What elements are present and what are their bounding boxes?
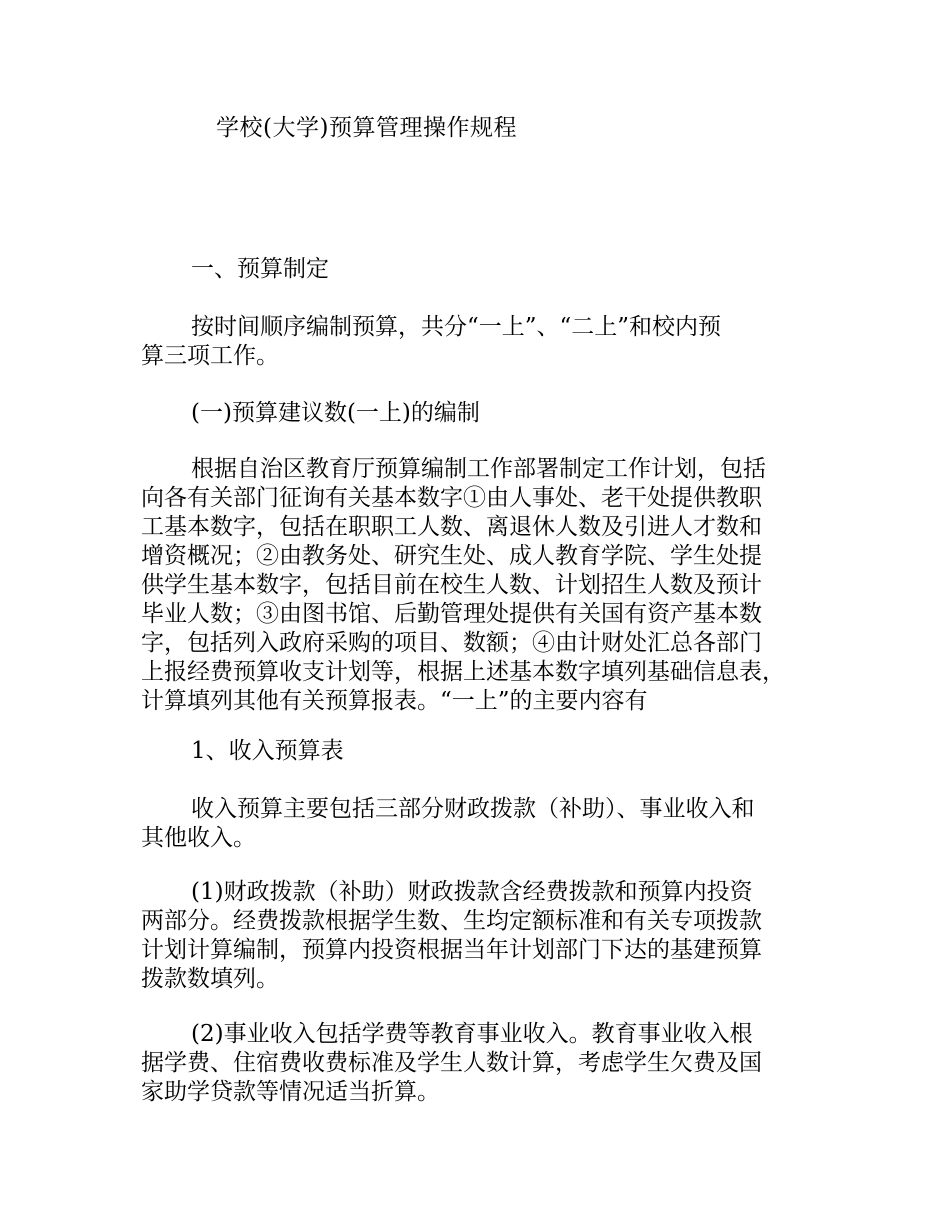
subsection-heading-text: (一)预算建议数(一上)的编制 (191, 400, 480, 426)
paragraph-line: (2)事业收入包括学费等教育事业收入。教育事业收入根 (191, 1021, 753, 1047)
paragraph-line: 计算填列其他有关预算报表。“一上”的主要内容有 (141, 688, 648, 714)
section-heading (141, 255, 831, 284)
item-heading-text: 1、收入预算表 (191, 738, 344, 764)
paragraph-line: 按时间顺序编制预算，共分“一上”、“二上”和校内预 (191, 314, 722, 340)
paragraph-line: 两部分。经费拨款根据学生数、生均定额标准和有关专项拨款 (141, 908, 762, 934)
paragraph-process (141, 455, 831, 716)
paragraph-line: 上报经费预算收支计划等，根据上述基本数字填列基础信息表， (141, 659, 785, 685)
paragraph-line: (1)财政拨款（补助）财政拨款含经费拨款和预算内投资 (191, 879, 753, 905)
paragraph-line: 拨款数填列。 (141, 966, 279, 992)
paragraph-line: 向各有关部门征询有关基本数字①由人事处、老干处提供教职 (141, 485, 762, 511)
paragraph-fiscal-allocation (141, 878, 831, 994)
paragraph-line: 供学生基本数字，包括目前在校生人数、计划招生人数及预计 (141, 572, 762, 598)
subsection-heading (141, 399, 831, 428)
paragraph-line: 增资概况；②由教务处、研究生处、成人教育学院、学生处提 (141, 543, 762, 569)
paragraph-intro (141, 313, 831, 371)
paragraph-line: 其他收入。 (141, 825, 256, 851)
paragraph-line: 毕业人数；③由图书馆、后勤管理处提供有关国有资产基本数 (141, 601, 762, 627)
document-title: 学校(大学)预算管理操作规程 (216, 115, 517, 141)
paragraph-business-income (141, 1020, 831, 1107)
paragraph-line: 家助学贷款等情况适当折算。 (141, 1079, 440, 1105)
paragraph-line: 根据自治区教育厅预算编制工作部署制定工作计划，包括 (191, 456, 766, 482)
paragraph-line: 计划计算编制，预算内投资根据当年计划部门下达的基建预算 (141, 937, 762, 963)
paragraph-income (141, 795, 831, 853)
paragraph-line: 据学费、住宿费收费标准及学生人数计算，考虑学生欠费及国 (141, 1050, 762, 1076)
paragraph-line: 收入预算主要包括三部分财政拨款（补助）、事业收入和 (191, 796, 755, 822)
section-heading-text: 一、预算制定 (191, 256, 329, 282)
paragraph-line: 字，包括列入政府采购的项目、数额；④由计财处汇总各部门 (141, 630, 762, 656)
paragraph-line: 工基本数字，包括在职职工人数、离退休人数及引进人才数和 (141, 514, 762, 540)
paragraph-line: 算三项工作。 (141, 343, 279, 369)
item-heading (141, 737, 831, 766)
